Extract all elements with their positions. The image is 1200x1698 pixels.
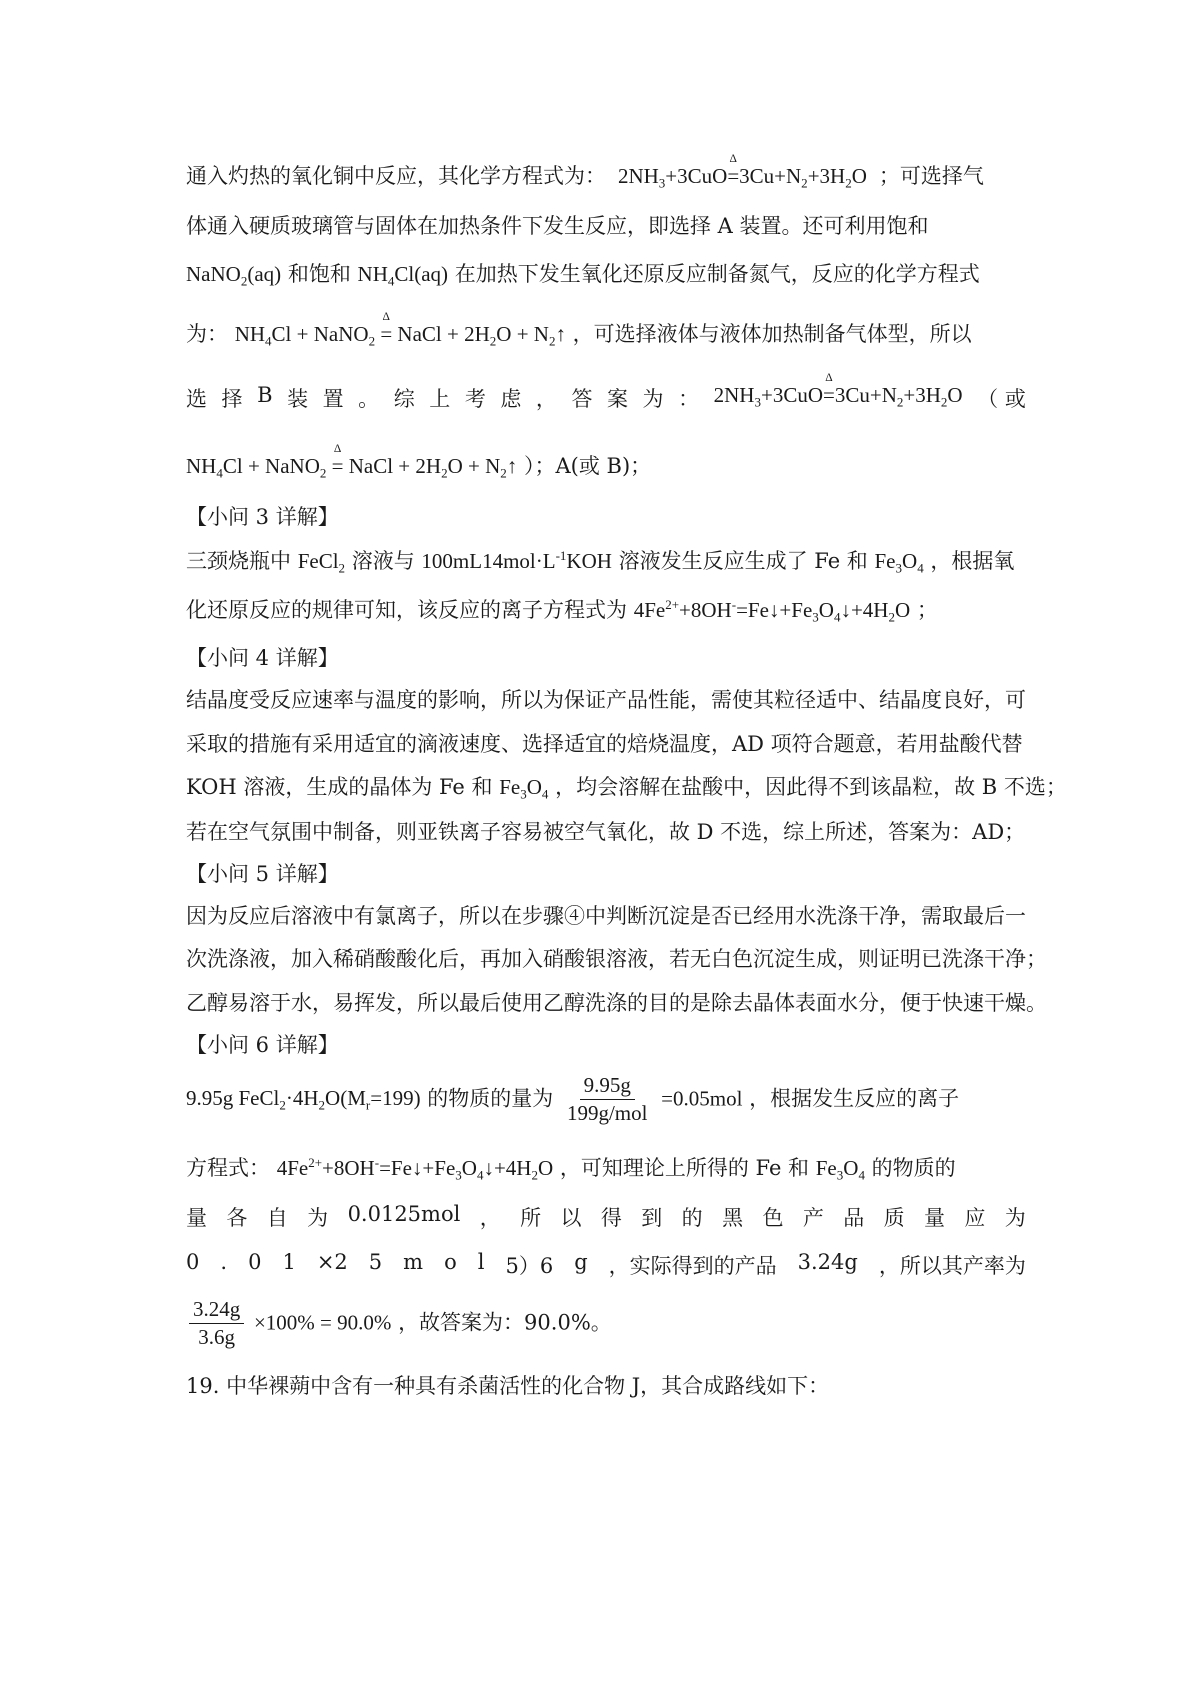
text: 溶液与 — [351, 549, 415, 573]
word: 以 — [560, 1206, 582, 1230]
word: 的 — [681, 1206, 703, 1230]
word: ， — [479, 1206, 501, 1230]
denominator: 3.6g — [198, 1325, 235, 1350]
text: 方程式： — [186, 1156, 270, 1180]
word: . — [220, 1250, 228, 1274]
equation: $NH_4Cl$ + NaNO$_2$ Δ = NaCl + $2H_2O$ + $N_2↑$ — [235, 322, 566, 346]
word: 。 — [358, 387, 380, 411]
text: 【小问 6 详解】 — [186, 1033, 339, 1057]
text: 结晶度受反应速率与温度的影响，所以为保证产品性能，需使其粒径适中、结晶度良好，可 — [186, 688, 1026, 712]
word: 5 — [368, 1250, 383, 1274]
text: 和饱和 — [287, 262, 351, 286]
text: ，可知理论上所得的 Fe 和 — [559, 1156, 810, 1180]
numerator: 9.95g — [580, 1072, 635, 1100]
text: 19. 中华裸蒴中含有一种具有杀菌活性的化合物 J，其合成路线如下： — [186, 1374, 830, 1398]
formula: =0.05mol — [661, 1086, 743, 1111]
section-heading — [186, 642, 1026, 672]
text: 在加热下发生氧化还原反应制备氮气，反应的化学方程式 — [454, 262, 980, 286]
text-line — [186, 318, 1026, 350]
text-line — [186, 545, 1026, 577]
text: 次洗涤液，加入稀硝酸酸化后，再加入硝酸银溶液，若无白色沉淀生成，则证明已洗涤干净； — [186, 947, 1047, 971]
equation: $2NH_3+3CuO\Delta =3Cu+N_2+3H_2O$ — [714, 383, 963, 413]
word: 装 — [287, 387, 309, 411]
text-line — [186, 594, 1026, 626]
text-line — [186, 684, 1026, 714]
word: 5）6 — [505, 1254, 554, 1278]
word: 为 — [1004, 1206, 1026, 1230]
word: ，实际得到的产品 — [608, 1254, 777, 1278]
word: m — [403, 1250, 424, 1274]
text: 【小问 5 详解】 — [186, 862, 339, 886]
text-line — [186, 816, 1026, 846]
word: 综 — [393, 387, 415, 411]
text-line — [186, 771, 1067, 803]
word: 虑 — [500, 387, 522, 411]
word: 应 — [964, 1206, 986, 1230]
word: 自 — [266, 1206, 288, 1230]
text: ；可选择气 — [878, 164, 984, 188]
word: l — [477, 1250, 485, 1274]
text-line — [186, 1072, 1026, 1128]
section-heading — [186, 1029, 1026, 1059]
denominator: 199g/mol — [566, 1101, 648, 1126]
text: 的物质的 — [871, 1156, 956, 1180]
word: 选 — [186, 387, 207, 411]
word: 置 — [322, 387, 344, 411]
text: 若在空气氛围中制备，则亚铁离子容易被空气氧化，故 D 不选，综上所述，答案为：AD； — [186, 820, 1026, 844]
formula: $100mL14mol\cdot L^{-1}KOH$ — [421, 548, 612, 573]
text: 因为反应后溶液中有氯离子，所以在步骤④中判断沉淀是否已经用水洗涤干净，需取最后一 — [186, 904, 1026, 928]
word: ，所以其产率为 — [878, 1254, 1026, 1278]
word: 量 — [186, 1206, 207, 1230]
section-heading — [186, 501, 1026, 531]
word: ： — [678, 387, 700, 411]
formula: $Fe_3O_4$ — [499, 775, 549, 802]
text-line — [186, 900, 1026, 930]
numerator: 3.24g — [189, 1296, 244, 1324]
text-line — [186, 160, 1026, 192]
text-line — [186, 987, 1047, 1017]
text-line — [186, 1250, 1026, 1280]
word: 0 — [186, 1250, 200, 1274]
text-line — [186, 1296, 1026, 1352]
word: 黑 — [722, 1206, 744, 1230]
word: 品 — [843, 1206, 865, 1230]
formula: $Fe_3O_4$ — [874, 549, 924, 576]
text-line — [186, 258, 1026, 290]
word: B — [257, 383, 273, 407]
text: 【小问 3 详解】 — [186, 505, 339, 529]
text: ； — [916, 598, 938, 622]
word: 考 — [464, 387, 486, 411]
question-19 — [186, 1370, 1026, 1400]
text-line — [186, 1152, 1026, 1184]
word: ， — [535, 387, 557, 411]
text: 采取的措施有采用适宜的滴液速度、选择适宜的焙烧温度，AD 项符合题意，若用盐酸代替 — [186, 732, 1023, 756]
text: ，根据发生反应的离子 — [749, 1086, 960, 1111]
text-line — [186, 383, 1026, 413]
word: 3.24g — [797, 1250, 858, 1274]
text: KOH 溶液，生成的晶体为 Fe 和 — [186, 775, 493, 799]
text: 体通入硬质玻璃管与固体在加热条件下发生反应，即选择 A 装置。还可利用饱和 — [186, 214, 929, 238]
text: 溶液发生反应生成了 Fe 和 — [618, 549, 868, 573]
text: ，根据氧 — [930, 549, 1015, 573]
word: 0.0125mol — [347, 1202, 461, 1226]
word: o — [444, 1250, 457, 1274]
formula: $Fe_3O_4$ — [815, 1156, 865, 1183]
word: ×2 — [316, 1250, 348, 1274]
word: 各 — [226, 1206, 248, 1230]
word: 所 — [520, 1206, 542, 1230]
text: 通入灼热的氧化铜中反应，其化学方程式为： — [186, 164, 606, 188]
text: 【小问 4 详解】 — [186, 646, 339, 670]
word: 为 — [307, 1206, 329, 1230]
section-heading — [186, 858, 1026, 888]
word: 案 — [607, 387, 628, 411]
word: 1 — [282, 1250, 296, 1274]
word: 产 — [802, 1206, 824, 1230]
text: （ 或 — [977, 387, 1026, 411]
word: 量 — [924, 1206, 946, 1230]
equation: $4Fe^{2+}+8OH^-=Fe↓+Fe_3O_4↓+4H_2O$ — [633, 597, 911, 625]
equation: $NH_4Cl$ + NaNO$_2$ Δ = NaCl + $2H_2O$ + $N_2↑$ — [186, 454, 517, 478]
formula: $NH_4Cl(aq)$ — [357, 262, 449, 289]
word: 0 — [248, 1250, 262, 1274]
text-line — [186, 728, 1026, 758]
text: ，故答案为：90.0%。 — [398, 1310, 612, 1335]
word: 色 — [762, 1206, 784, 1230]
formula: NaNO$_2$(aq) — [186, 262, 282, 289]
word: 得 — [600, 1206, 622, 1230]
word: 为 — [642, 387, 664, 411]
text: 三颈烧瓶中 — [186, 549, 291, 573]
equation: $4Fe^{2+}+8OH^-=Fe↓+Fe_3O_4↓+4H_2O$ — [276, 1155, 554, 1183]
formula: FeCl$_2$ — [297, 549, 346, 576]
text: ，可选择液体与液体加热制备气体型，所以 — [572, 322, 972, 346]
formula: ×100% = 90.0% — [253, 1310, 392, 1335]
fraction — [189, 1296, 244, 1352]
word: g — [574, 1250, 588, 1274]
formula: 9.95g $FeCl_2\cdot 4H_2O(M_r=199)$ — [186, 1086, 421, 1113]
fraction — [563, 1072, 652, 1128]
equation: $2NH_3+3CuO\Delta =3Cu+N_2+3H_2O$ — [613, 164, 872, 188]
text: 乙醇易溶于水，易挥发，所以最后使用乙醇洗涤的目的是除去晶体表面水分，便于快速干燥。 — [186, 991, 1047, 1015]
word: 择 — [221, 387, 243, 411]
text: ）；A(或 B)； — [523, 454, 652, 478]
text: 化还原反应的规律可知，该反应的离子方程式为 — [186, 598, 627, 622]
text-line — [186, 210, 1026, 240]
text: 为： — [186, 322, 228, 346]
text-line — [186, 450, 1026, 482]
word: 上 — [429, 387, 451, 411]
text: ，均会溶解在盐酸中，因此得不到该晶粒，故 B 不选； — [555, 775, 1067, 799]
word: 质 — [883, 1206, 905, 1230]
text: 的物质的量为 — [427, 1086, 554, 1111]
word: 答 — [571, 387, 593, 411]
text-line — [186, 943, 1047, 973]
text-line — [186, 1202, 1026, 1232]
word: 到 — [641, 1206, 663, 1230]
